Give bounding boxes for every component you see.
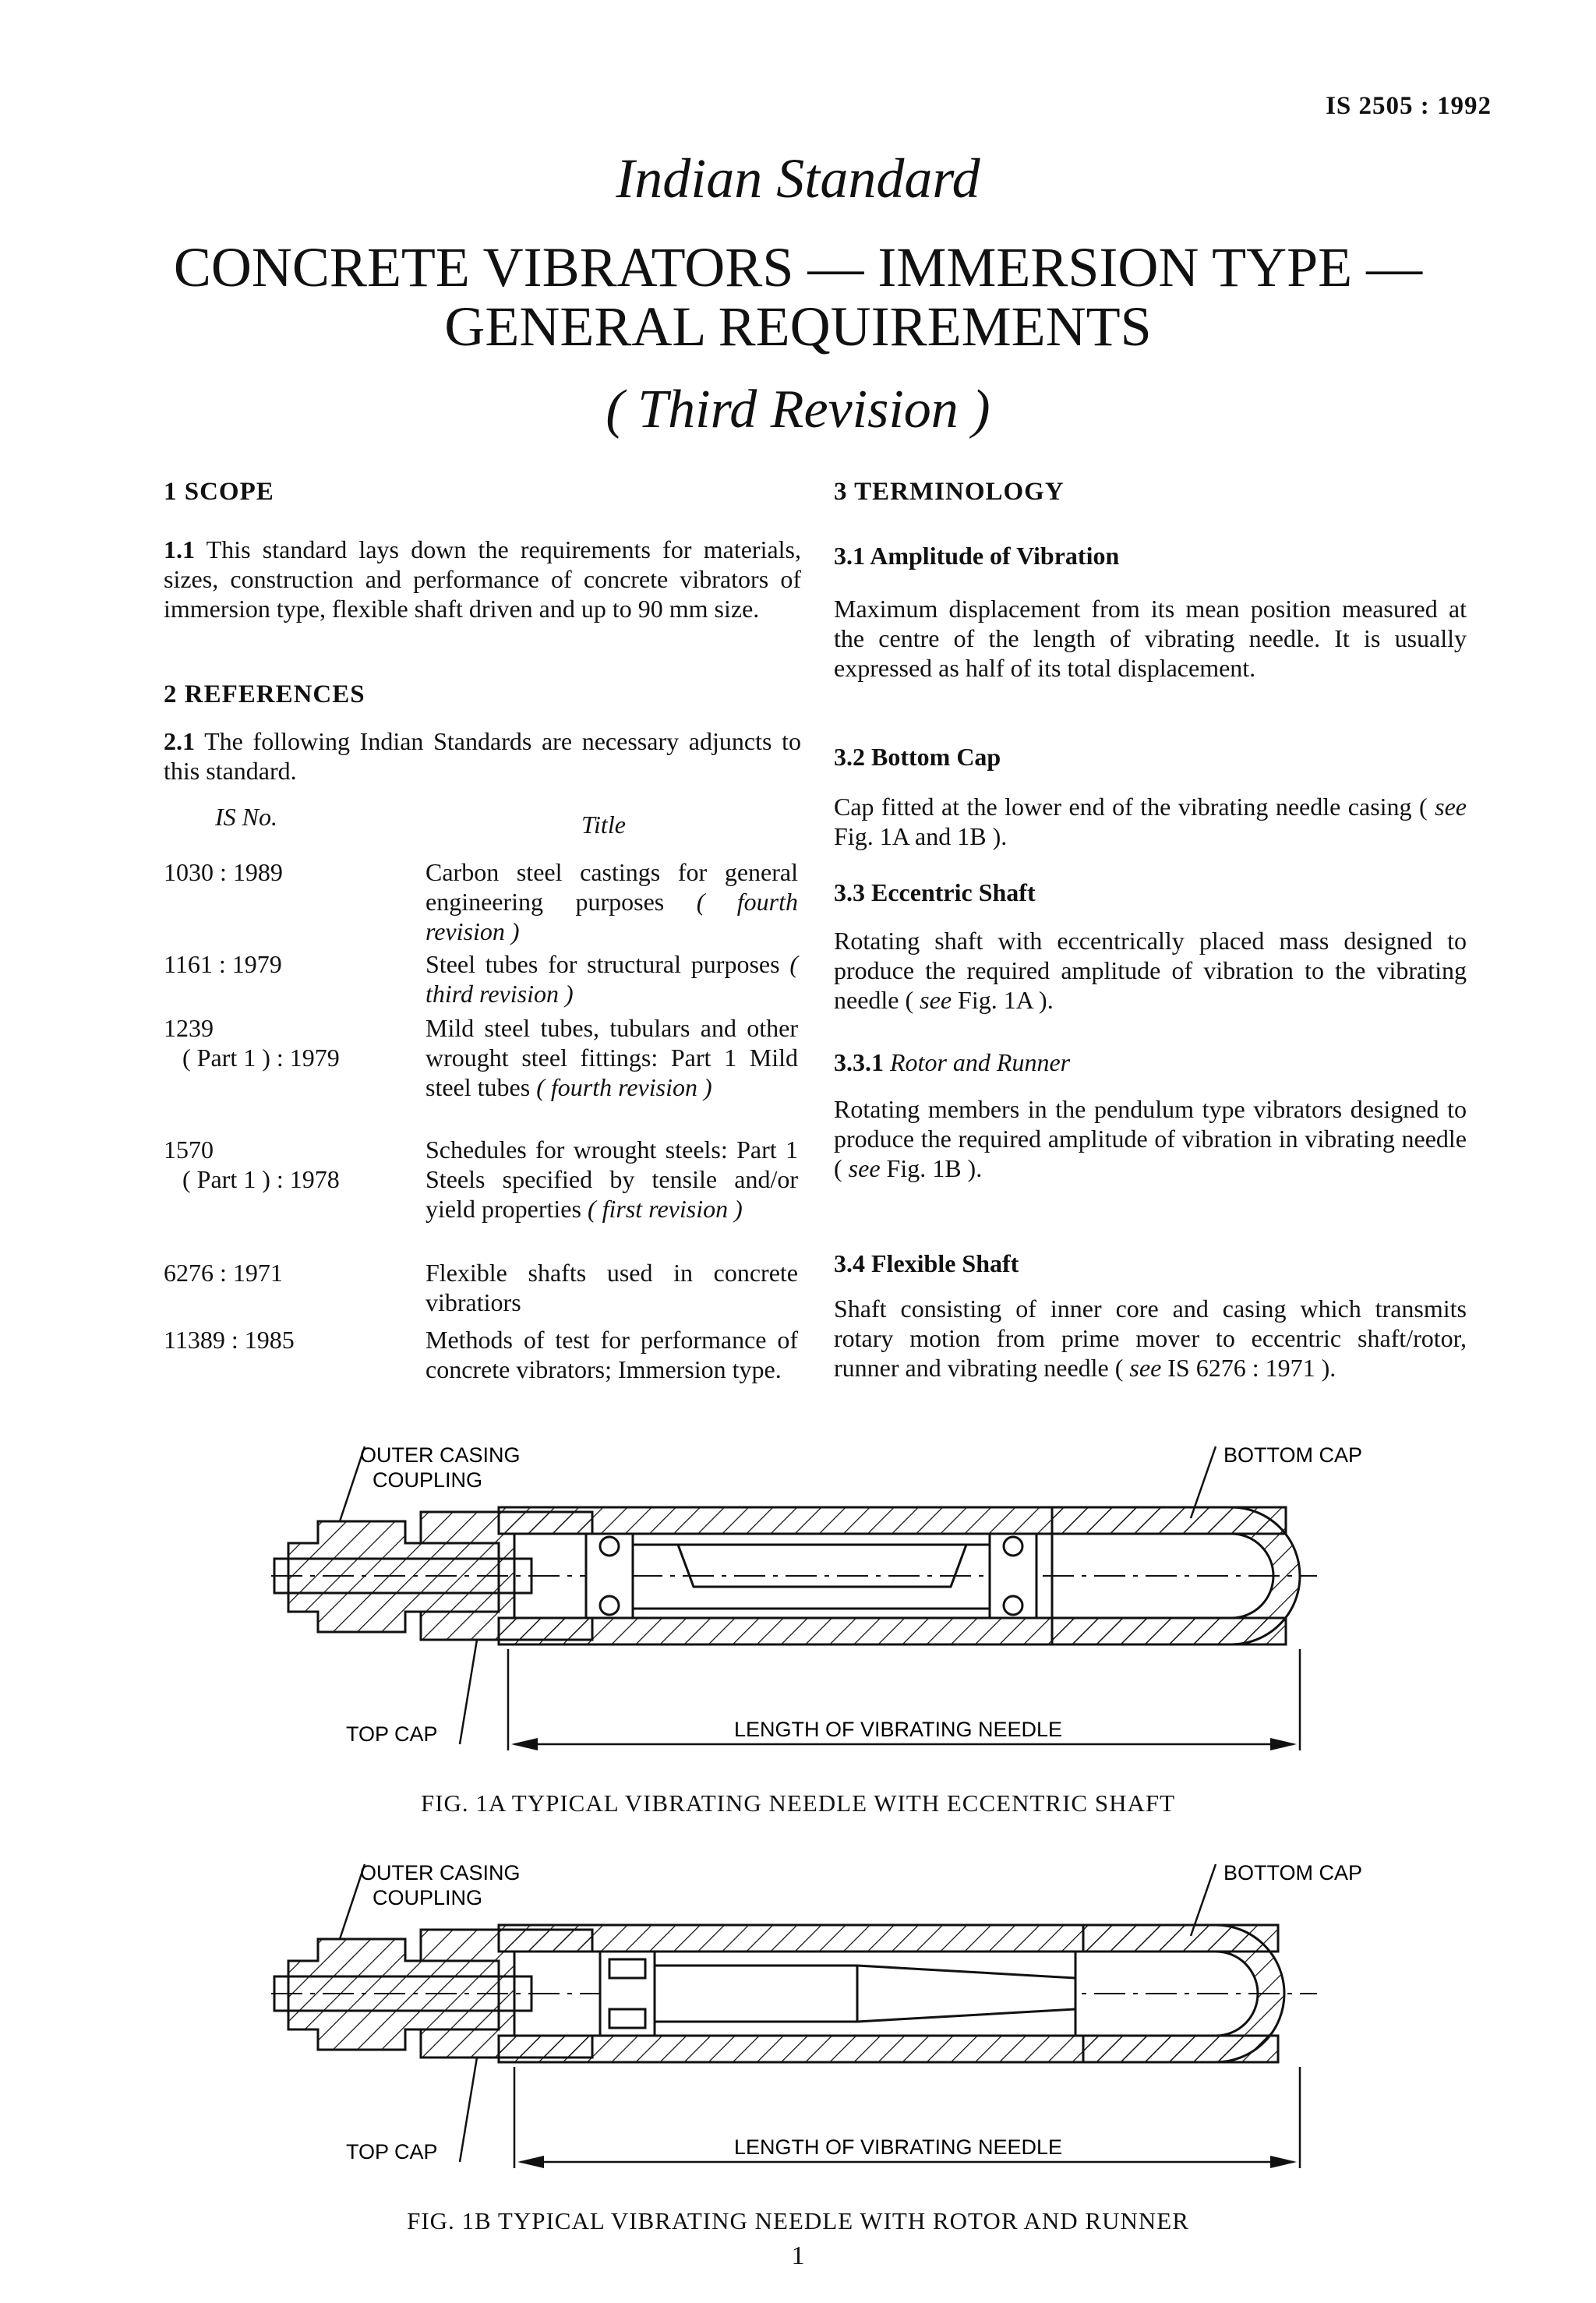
s33-text: Rotating shaft with eccentrically placed mass designed to produce the required amplitude of vibration to the vibrating needle ( see Fig. 1A ).	[834, 927, 1467, 1014]
figure-1b-caption: FIG. 1B TYPICAL VIBRATING NEEDLE WITH ROTOR AND RUNNER	[407, 2207, 1189, 2234]
scope-heading: 1 SCOPE	[164, 478, 274, 506]
rotor-runner	[655, 1966, 1075, 2022]
s32-heading: 3.2 Bottom Cap	[834, 743, 1001, 771]
page-number: 1	[791, 2241, 805, 2270]
top-cap-leader	[460, 2058, 477, 2162]
ref-3-no: 1239 ( Part 1 ) : 1979	[164, 1014, 340, 1072]
scope-1-1-text: This standard lays down the requirements for materials, sizes, construction and performance of concrete vibrators of immersion type, flexible shaft driven and up to 90 mm size.	[164, 535, 801, 623]
top-cap-leader	[460, 1640, 477, 1744]
ref-2-title: Steel tubes for structural purposes ( third revision )	[425, 950, 799, 1008]
ref-3-title: Mild steel tubes, tubulars and other wrought steel fittings: Part 1 Mild steel tubes ( fourth revision )	[425, 1014, 798, 1101]
label-bottom-cap: BOTTOM CAP	[1223, 1443, 1363, 1467]
scope-1-1-number: 1.1	[164, 535, 195, 563]
table-head-title: Title	[581, 811, 626, 839]
ref-2-no: 1161 : 1979	[164, 950, 282, 978]
title-line-1: CONCRETE VIBRATORS — IMMERSION TYPE —	[173, 236, 1423, 298]
figure-1a-caption: FIG. 1A TYPICAL VIBRATING NEEDLE WITH ECCENTRIC SHAFT	[420, 1789, 1176, 1817]
label-top-cap: TOP CAP	[346, 2140, 438, 2163]
s34-heading: 3.4 Flexible Shaft	[834, 1249, 1019, 1277]
ref-5-no: 6276 : 1971	[164, 1259, 283, 1287]
label-outer-casing: OUTER CASING	[360, 1861, 521, 1884]
s331-text: Rotating members in the pendulum type vibrators designed to produce the required amplitude of vibration in vibrating needle ( see Fig. 1B ).	[834, 1095, 1467, 1182]
label-coupling: COUPLING	[373, 1886, 483, 1909]
ref-1-title: Carbon steel castings for general engineering purposes ( fourth revision )	[425, 858, 799, 945]
label-outer-casing: OUTER CASING	[360, 1443, 521, 1467]
s32-text: Cap fitted at the lower end of the vibrating needle casing ( see Fig. 1A and 1B ).	[834, 793, 1467, 850]
standard-label: Indian Standard	[616, 147, 980, 210]
label-length: LENGTH OF VIBRATING NEEDLE	[734, 1718, 1063, 1741]
s331-heading: 3.3.1 Rotor and Runner	[834, 1048, 1071, 1076]
label-bottom-cap: BOTTOM CAP	[1223, 1861, 1363, 1884]
s33-heading: 3.3 Eccentric Shaft	[834, 878, 1036, 906]
s31-heading: 3.1 Amplitude of Vibration	[834, 542, 1120, 570]
label-top-cap: TOP CAP	[346, 1722, 438, 1746]
ref-6-title: Methods of test for performance of concrete vibrators; Immersion type.	[425, 1326, 798, 1383]
references-heading: 2 REFERENCES	[164, 680, 365, 708]
table-head-is-no: IS No.	[215, 803, 277, 831]
ref-6-no: 11389 : 1985	[164, 1326, 295, 1354]
bearing-right	[990, 1534, 1036, 1618]
label-length: LENGTH OF VIBRATING NEEDLE	[734, 2135, 1063, 2159]
figure-1a-diagram	[0, 1431, 1596, 1766]
references-paragraph	[164, 726, 801, 786]
s31-text: Maximum displacement from its mean position measured at the centre of the length of vibrating needle. It is usually expressed as half of its total displacement.	[834, 595, 1467, 682]
ref-2-1-text: The following Indian Standards are necessary adjuncts to this standard.	[164, 727, 801, 785]
terminology-heading: 3 TERMINOLOGY	[834, 478, 1065, 506]
ref-1-no: 1030 : 1989	[164, 858, 283, 886]
ref-4-title: Schedules for wrought steels: Part 1 Steels specified by tensile and/or yield properties ( first revision )	[425, 1136, 798, 1223]
figure-1b-diagram	[0, 1849, 1596, 2184]
title-line-2: GENERAL REQUIREMENTS	[444, 295, 1152, 358]
ref-2-1-number: 2.1	[164, 727, 195, 755]
label-coupling: COUPLING	[373, 1468, 483, 1492]
ref-5-title: Flexible shafts used in concrete vibratiors	[425, 1259, 798, 1316]
revision-label: ( Third Revision )	[606, 380, 990, 440]
ref-4-no: 1570 ( Part 1 ) : 1978	[164, 1136, 340, 1193]
s34-text: Shaft consisting of inner core and casing which transmits rotary motion from prime mover to eccentric shaft/rotor, runner and vibrating needle ( see IS 6276 : 1971 ).	[834, 1295, 1467, 1382]
document-code: IS 2505 : 1992	[1326, 92, 1492, 120]
scope-paragraph	[164, 535, 801, 623]
bearing-left	[586, 1534, 633, 1618]
